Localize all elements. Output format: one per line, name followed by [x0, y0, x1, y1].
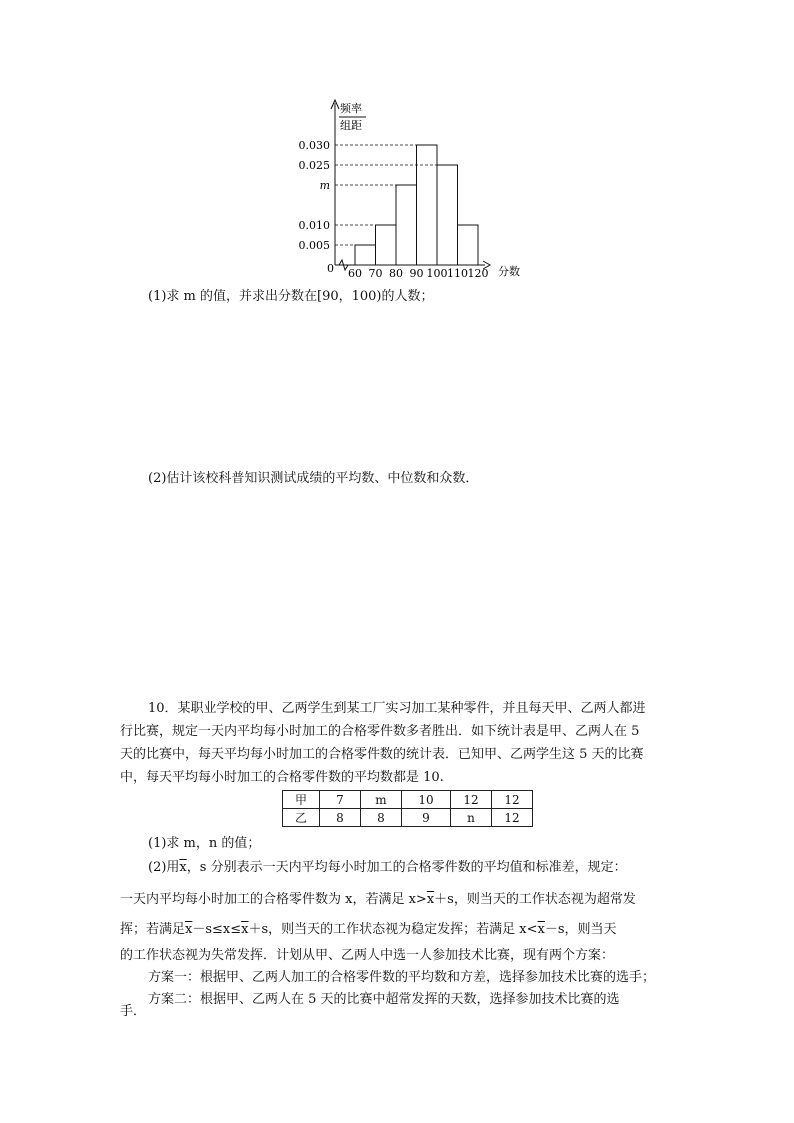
table-cell: 8	[320, 809, 361, 827]
table-cell: m	[361, 791, 402, 809]
frequency-histogram	[290, 95, 550, 285]
histogram-bar	[458, 225, 479, 265]
table-row-yi	[283, 809, 533, 827]
scores-table	[282, 790, 533, 827]
q10-plan1: 方案一：根据甲、乙两人加工的合格零件数的平均数和方差，选择参加技术比赛的选手；	[148, 970, 656, 985]
table-row-jia	[283, 791, 533, 809]
y-tick-label: 0.005	[298, 239, 330, 252]
histogram-x-ticks	[348, 267, 489, 280]
text: ＋s，则当天的工作状态视为稳定发挥；若满足 x<	[248, 922, 538, 937]
x-tick-label: 120	[467, 267, 489, 280]
table-cell: 10	[402, 791, 451, 809]
table-cell: 9	[402, 809, 451, 827]
x-tick-label: 90	[409, 267, 424, 280]
x-bar: $\overline{x}$	[185, 922, 193, 937]
x-tick-label: 60	[348, 267, 362, 280]
table-cell: 甲	[283, 791, 320, 809]
x-tick-label: 110	[447, 267, 468, 280]
origin-label: 0	[327, 262, 334, 275]
table-cell: 12	[492, 809, 533, 827]
histogram-bar	[376, 225, 397, 265]
q9-part2: (2)估计该校科普知识测试成绩的平均数、中位数和众数．	[148, 471, 479, 486]
text: ＋s，则当天的工作状态视为超常发	[434, 892, 636, 907]
q10-sub2-line2	[120, 888, 636, 907]
q10-intro-line3: 天的比赛中，每天平均每小时加工的合格零件数的统计表．已知甲、乙两学生这 5 天的比赛	[120, 747, 644, 762]
histogram-bar	[396, 185, 417, 265]
table-cell: n	[451, 809, 492, 827]
x-tick-label: 70	[368, 267, 383, 280]
table-cell: 8	[361, 809, 402, 827]
q10-sub1: (1)求 m，n 的值；	[148, 836, 261, 851]
text: －s，则当天	[544, 922, 617, 937]
x-bar: $\overline{x}$	[179, 860, 187, 875]
text: ，s 分别表示一天内平均每小时加工的合格零件数的平均值和标准差，规定：	[186, 860, 627, 875]
q9-part1: (1)求 m 的值，并求出分数在[90，100)的人数；	[148, 289, 434, 304]
text: 一天内平均每小时加工的合格零件数为 x，若满足 x>	[120, 892, 427, 907]
x-tick-label: 100	[426, 267, 448, 280]
table-cell: 7	[320, 791, 361, 809]
y-tick-label: 0.030	[298, 139, 330, 152]
x-bar: $\overline{x}$	[537, 922, 545, 937]
table-cell: 12	[451, 791, 492, 809]
x-bar: $\overline{x}$	[426, 892, 435, 907]
q10-plan2-end: 手．	[120, 1004, 147, 1019]
q10-intro-line1: 10．某职业学校的甲、乙两学生到某工厂实习加工某种零件，并且每天甲、乙两人都进	[148, 701, 646, 716]
histogram-y-ticks	[299, 139, 331, 252]
y-axis-label-top: 频率	[340, 102, 362, 115]
histogram-bar	[355, 245, 376, 265]
q10-sub2	[148, 856, 627, 875]
y-axis-label-bottom: 组距	[340, 119, 362, 132]
histogram-bars	[355, 145, 478, 265]
table-cell: 乙	[283, 809, 320, 827]
x-axis-label: 分数	[498, 265, 520, 278]
y-tick-label: m	[319, 179, 330, 192]
q10-sub2-line4: 的工作状态视为失常发挥．计划从甲、乙两人中选一人参加技术比赛，现有两个方案：	[120, 948, 615, 963]
text: (2)用	[148, 860, 180, 875]
table-cell: 12	[492, 791, 533, 809]
text: －s≤x≤	[192, 922, 242, 937]
y-tick-label: 0.025	[298, 159, 330, 172]
q10-plan2: 方案二：根据甲、乙两人在 5 天的比赛中超常发挥的天数，选择参加技术比赛的选	[148, 992, 620, 1007]
q10-intro-line2: 行比赛，规定一天内平均每小时加工的合格零件数多者胜出．如下统计表是甲、乙两人在 5	[120, 724, 640, 739]
q10-sub2-line3	[120, 918, 617, 937]
x-bar: $\overline{x}$	[241, 922, 249, 937]
x-tick-label: 80	[389, 267, 403, 280]
text: 挥；若满足	[120, 922, 186, 937]
histogram-bar	[417, 145, 438, 265]
y-tick-label: 0.010	[298, 219, 330, 232]
q10-intro-line4: 中，每天平均每小时加工的合格零件数的平均数都是 10.	[120, 770, 444, 785]
histogram-bar	[437, 165, 458, 265]
histogram-guide-lines	[335, 145, 437, 245]
